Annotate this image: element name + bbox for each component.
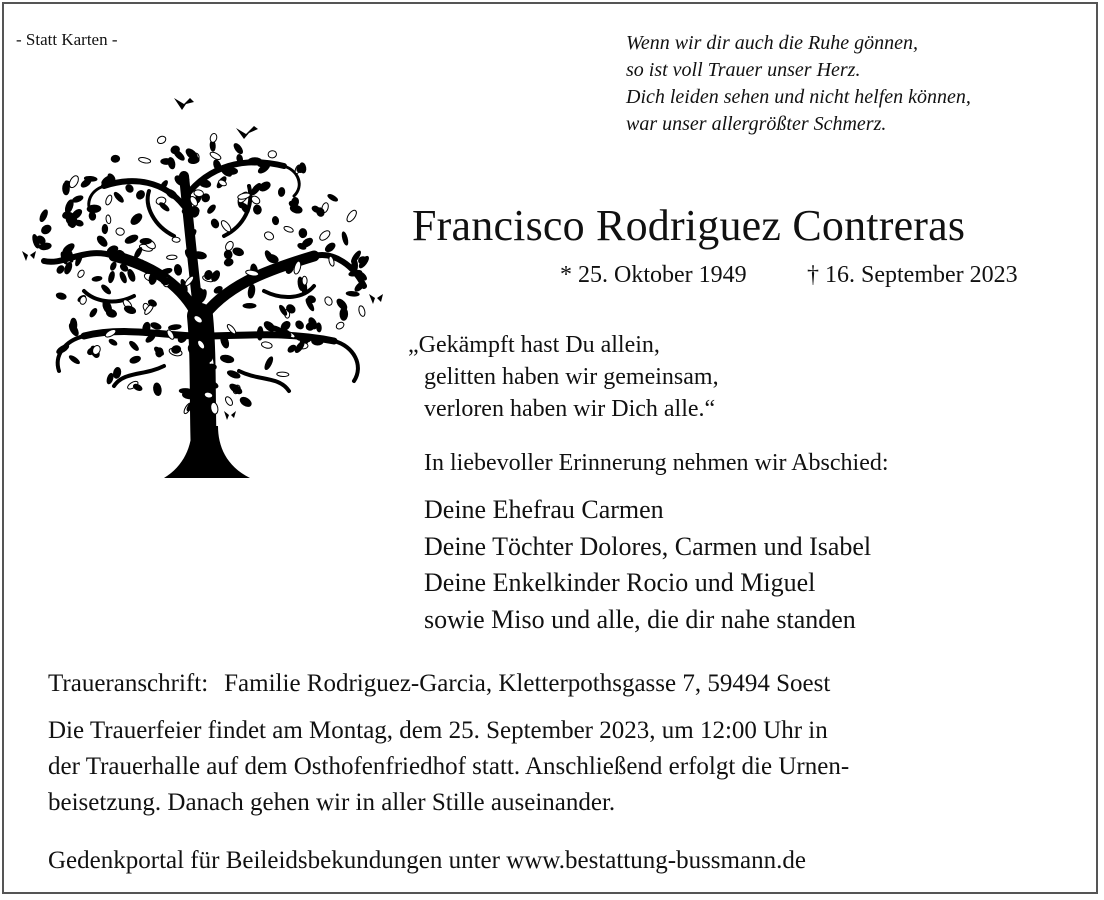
leaf-icon: [207, 364, 217, 371]
family-list: [424, 492, 871, 638]
butterfly-icon: [224, 411, 236, 420]
leaf-icon: [345, 209, 358, 224]
leaf-icon: [132, 383, 143, 392]
leaf-icon: [220, 354, 235, 364]
leaf-icon: [224, 250, 233, 260]
leaf-icon: [316, 323, 321, 332]
leaf-icon: [135, 189, 146, 200]
portal-line: Gedenkportal für Beileidsbekundungen unter www.bestattung-bussmann.de: [48, 847, 806, 874]
leaf-icon: [55, 343, 70, 355]
poem-line: so ist voll Trauer unser Herz.: [626, 59, 861, 81]
leaf-icon: [166, 329, 176, 341]
leaf-icon: [160, 267, 173, 275]
bird-icon: [174, 98, 194, 110]
leaf-icon: [89, 307, 98, 318]
leaf-icon: [210, 218, 220, 229]
leaf-icon: [126, 269, 136, 283]
leaf-icon: [108, 338, 118, 346]
leaf-icon: [133, 246, 143, 259]
leaf-icon: [96, 234, 109, 248]
leaf-icon: [105, 215, 111, 224]
poem-line: Wenn wir dir auch die Ruhe gönnen,: [626, 32, 919, 54]
leaf-icon: [220, 219, 233, 233]
leaf-icon: [165, 188, 179, 201]
farewell-line: In liebevoller Erinnerung nehmen wir Abschied:: [424, 450, 889, 476]
leaf-icon: [119, 271, 128, 283]
leaf-icon: [167, 255, 178, 260]
family-line: Deine Töchter Dolores, Carmen und Isabel: [424, 531, 872, 561]
leaf-icon: [268, 150, 277, 158]
leaf-icon: [70, 318, 77, 331]
leaf-icon: [263, 356, 274, 371]
bird-icon: [236, 126, 258, 139]
tree-of-life-icon: [14, 86, 384, 482]
leaf-icon: [340, 308, 348, 321]
leaf-icon: [76, 269, 85, 279]
leaf-icon: [232, 247, 245, 257]
leaf-icon: [128, 340, 140, 352]
ceremony-line: beisetzung. Danach gehen wir in aller Stille auseinander.: [48, 789, 616, 816]
tree-roots: [164, 426, 250, 478]
family-line: Deine Enkelkinder Rocio und Miguel: [424, 568, 816, 597]
leaf-icon: [257, 326, 263, 340]
leaf-icon: [358, 305, 366, 317]
ceremony-text: [48, 713, 849, 821]
tree-illustration: [14, 86, 384, 482]
leaf-icon: [327, 193, 339, 202]
poem: [626, 30, 971, 138]
address-label: Traueranschrift:: [48, 670, 209, 697]
leaf-icon: [258, 180, 272, 193]
leaf-icon: [156, 135, 167, 145]
quote-line: gelitten haben wir gemeinsam,: [424, 364, 719, 390]
leaf-icon: [65, 248, 72, 260]
leaf-icon: [335, 321, 345, 331]
leaf-icon: [277, 372, 289, 377]
leaf-icon: [318, 229, 332, 242]
leaf-icon: [68, 354, 80, 365]
leaf-icon: [272, 216, 279, 225]
leaf-icon: [278, 187, 285, 196]
leaf-icon: [179, 389, 191, 394]
statt-karten-label: - Statt Karten -: [16, 30, 118, 49]
leaf-icon: [223, 258, 234, 267]
death-date: † 16. September 2023: [807, 262, 1018, 288]
leaf-icon: [153, 382, 162, 396]
ceremony-line: Die Trauerfeier findet am Montag, dem 25. September 2023, um 12:00 Uhr in: [48, 717, 828, 744]
leaf-icon: [124, 233, 139, 244]
leaf-icon: [105, 194, 114, 205]
leaf-icon: [193, 189, 204, 197]
family-line: sowie Miso und alle, die dir nahe standen: [424, 604, 856, 634]
leaf-icon: [38, 209, 48, 223]
butterfly-icon: [369, 294, 383, 304]
leaf-icon: [129, 212, 144, 226]
leaf-icon: [150, 322, 162, 331]
leaf-icon: [92, 276, 102, 282]
deceased-name: Francisco Rodriguez Contreras: [412, 201, 966, 250]
leaf-icon: [115, 227, 125, 236]
leaf-icon: [129, 355, 141, 364]
address-line: [48, 666, 830, 702]
butterfly-icon: [22, 251, 36, 261]
leaf-icon: [299, 228, 307, 237]
quote-line: verloren haben wir Dich alle.“: [424, 396, 716, 422]
leaf-icon: [56, 292, 67, 300]
leaf-icon: [87, 205, 101, 213]
leaf-icon: [312, 337, 324, 345]
leaf-icon: [56, 264, 66, 274]
leaf-icon: [167, 157, 176, 170]
leaf-icon: [172, 237, 180, 243]
leaf-icon: [124, 183, 134, 193]
poem-line: war unser allergrößter Schmerz.: [626, 113, 887, 135]
leaf-icon: [283, 225, 294, 233]
leaf-icon: [248, 158, 262, 165]
leaf-icon: [102, 224, 108, 233]
leaf-icon: [113, 191, 125, 203]
ceremony-line: der Trauerhalle auf dem Osthofenfriedhof statt. Anschließend erfolgt die Urnen-: [48, 753, 850, 780]
leaf-icon: [324, 241, 337, 253]
leaf-icon: [140, 238, 152, 244]
leaf-icon: [209, 133, 218, 143]
poem-line: Dich leiden sehen und nicht helfen können,: [626, 86, 971, 108]
quote-line: „Gekämpft hast Du allein,: [408, 332, 660, 358]
leaf-icon: [302, 276, 307, 285]
leaf-icon: [108, 271, 116, 283]
leaf-icon: [323, 296, 333, 307]
leaf-icon: [123, 305, 136, 315]
leaf-icon: [243, 304, 256, 309]
leaf-icon: [263, 230, 275, 241]
leaf-icon: [224, 396, 234, 407]
leaf-icon: [239, 396, 253, 409]
family-line: Deine Ehefrau Carmen: [424, 495, 664, 524]
leaf-icon: [341, 231, 349, 245]
leaf-icon: [261, 341, 273, 349]
leaf-icon: [294, 319, 305, 330]
birth-date: * 25. Oktober 1949: [560, 262, 747, 288]
leaf-icon: [106, 373, 114, 385]
leaf-icon: [40, 224, 53, 236]
leaf-icon: [233, 142, 245, 155]
leaf-icon: [109, 261, 117, 271]
obituary-card: [2, 2, 1098, 894]
leaf-icon: [253, 205, 262, 215]
leaf-icon: [138, 157, 151, 164]
leaf-icon: [206, 204, 216, 215]
leaf-icon: [63, 182, 70, 195]
leaf-icon: [168, 324, 181, 330]
leaf-icon: [113, 367, 122, 379]
leaf-icon: [174, 264, 183, 276]
leaf-icon: [346, 291, 359, 297]
address-value: Familie Rodriguez-Garcia, Kletterpothsgasse 7, 59494 Soest: [224, 670, 831, 697]
quote: [408, 329, 719, 425]
leaf-icon: [100, 284, 112, 296]
leaf-icon: [111, 155, 120, 163]
